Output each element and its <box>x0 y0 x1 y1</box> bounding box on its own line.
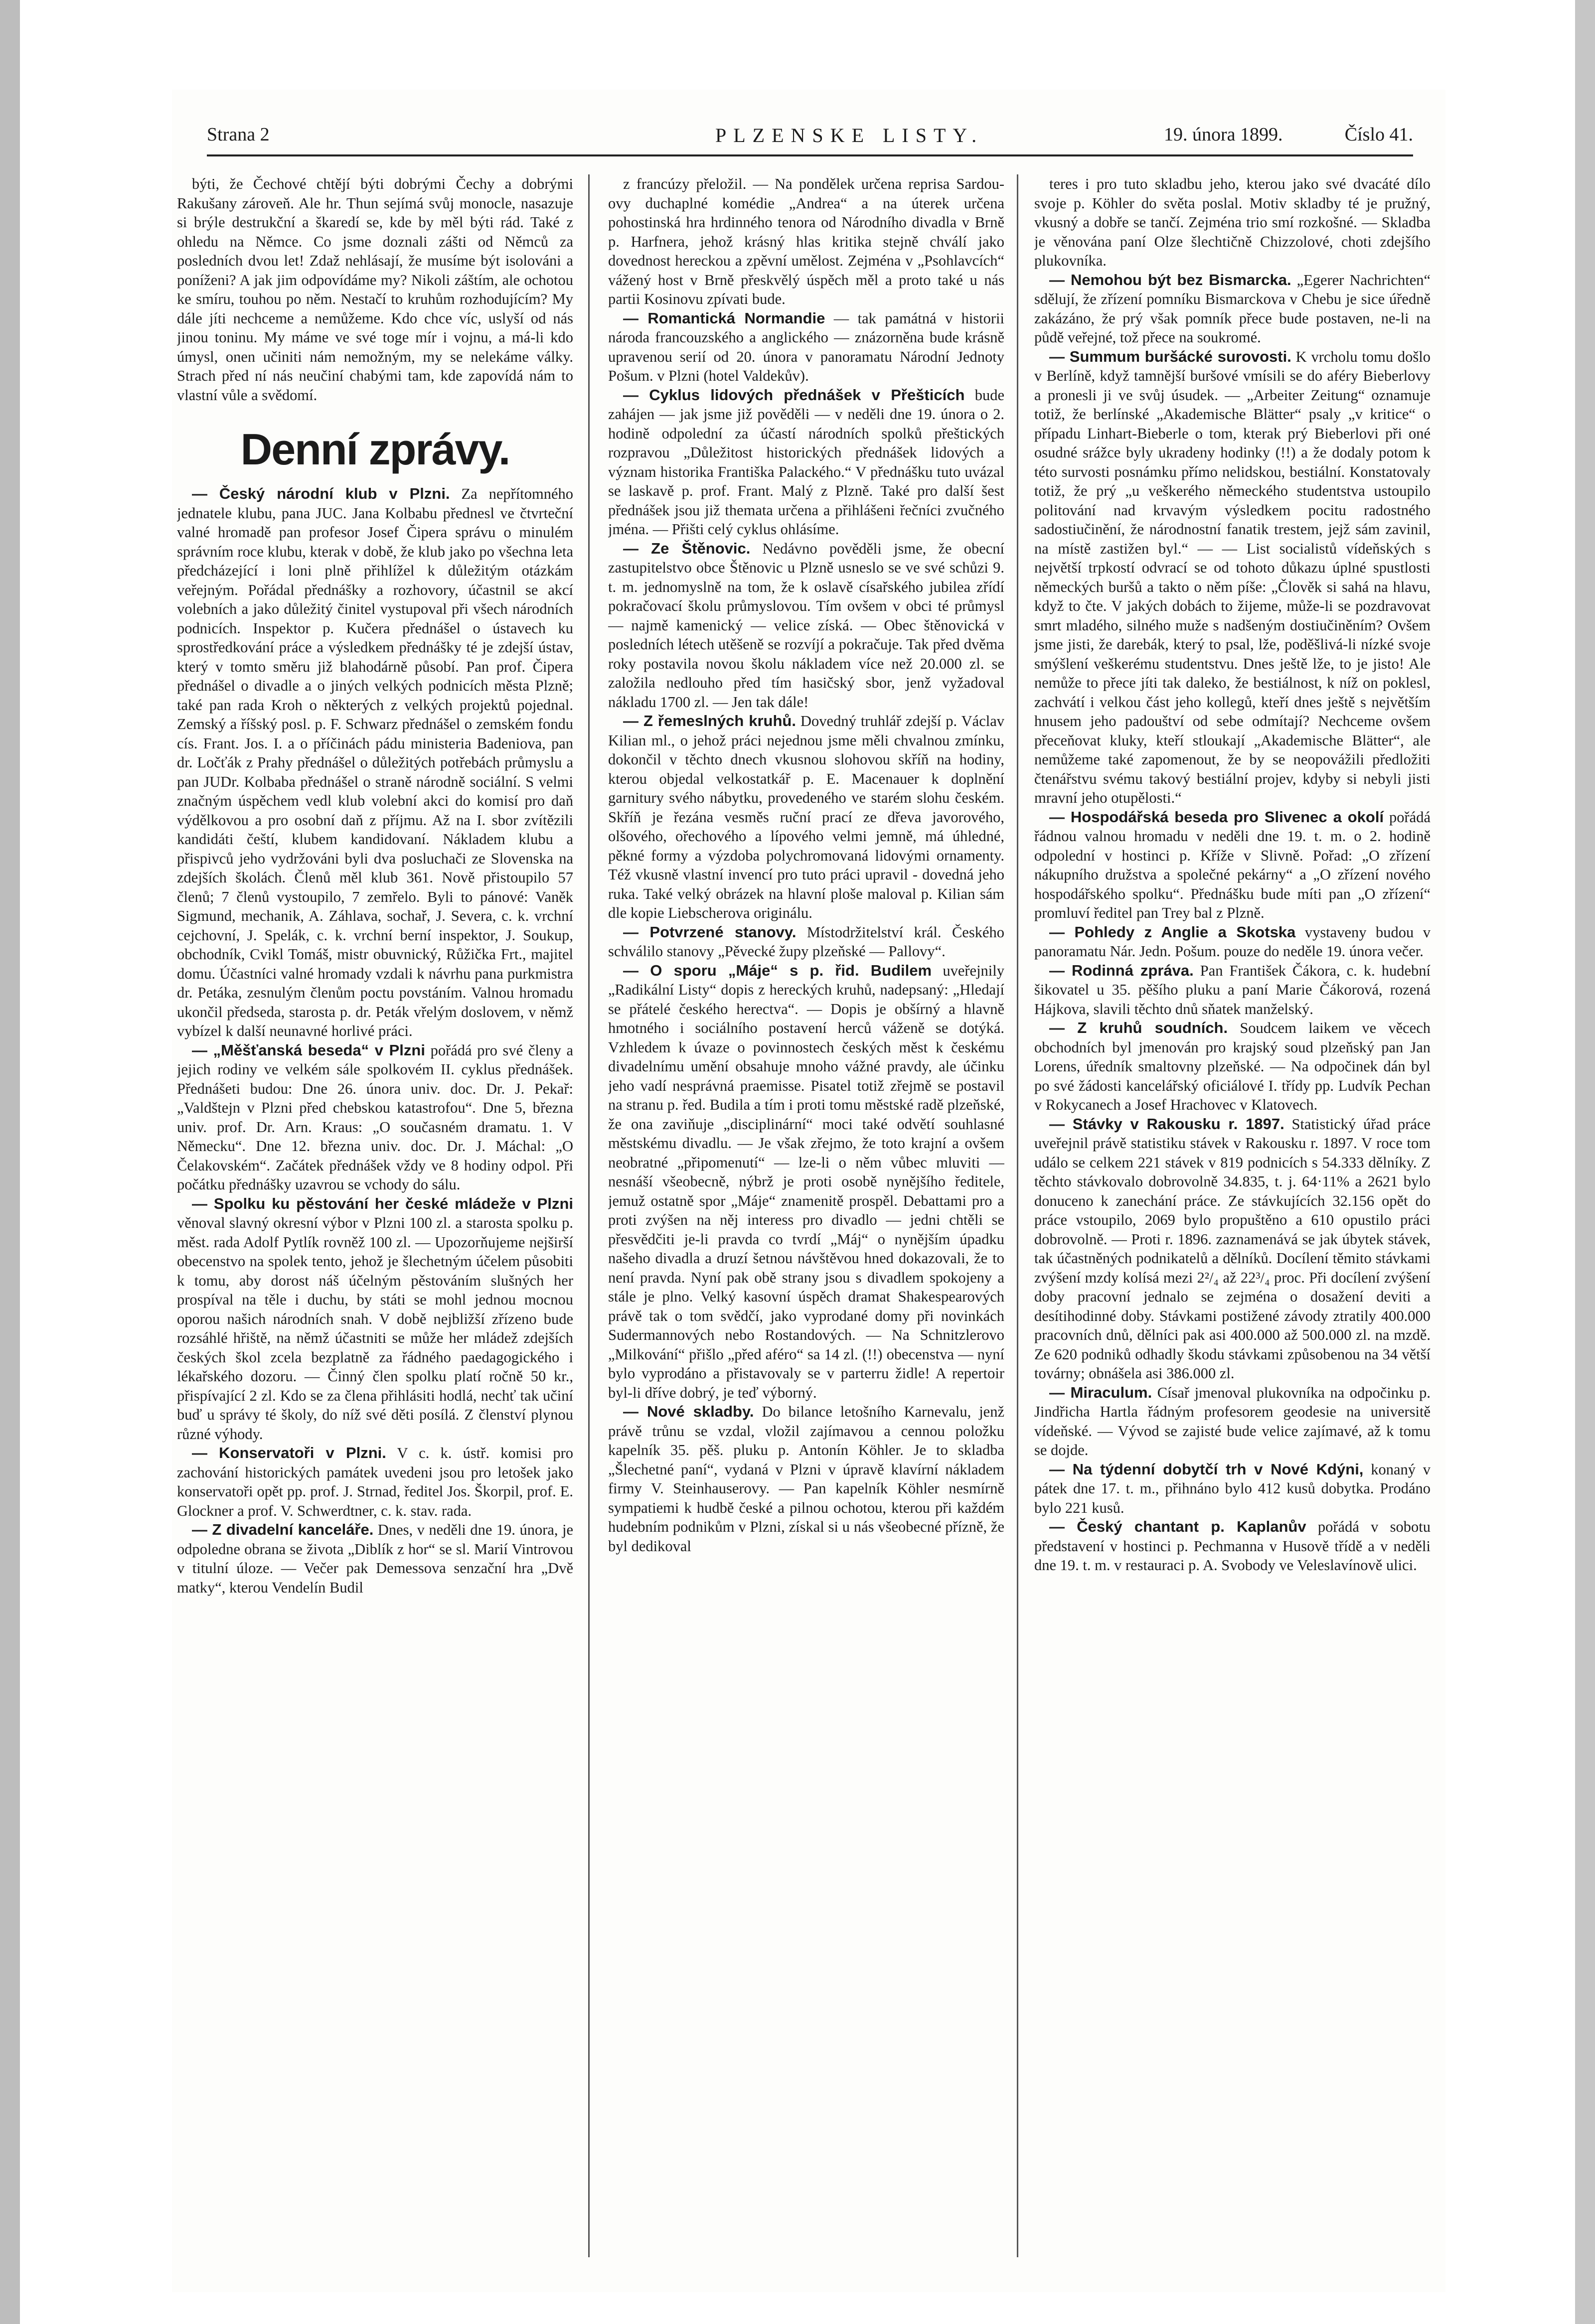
news-heading: — Nové skladby. <box>623 1403 754 1420</box>
news-body: Statistický úřad práce uveřejnil právě statistiku stávek v Rakousku r. 1897. V roce tom událo se celkem 221 stávek v 819 podnicích s 54.333 dělníky. Z těchto stávkovalo dobrovolně 34.835, t. j. 64·11% a 2621 bylo donuceno k zanechání práce. Ze stávkujících 32.156 opět do práce vstoupilo, 2069 bylo propuštěno a 610 opustilo práci dobrovolně. — Proti r. 1896. zaznamenává se jak úbytek stávek, tak účastněných podnikatelů a dělníků. Docílení těmito stávkami zvýšení mzdy kolísá mezi 2²/₄ až 22³/₄ proc. Při docílení zvýšení doby pracovní jednalo se zejména o dosažení deviti a desítihodinné doby. Stávkami postižené závody ztratily 400.000 pracovních dnů, dělníci pak asi 400.000 až 500.000 zl. na mzdě. Ze 620 podniků odhadly škodu stávkami způsobenou na 34 větší továrny; obnášela asi 386.000 zl. <box>1034 1115 1431 1382</box>
news-heading: — Z kruhů soudních. <box>1049 1019 1228 1036</box>
news-heading: — Potvrzené stanovy. <box>623 923 797 941</box>
page-label: Strana 2 <box>207 124 270 145</box>
news-item <box>1034 271 1431 347</box>
section-title: Denní zprávy. <box>240 425 510 474</box>
news-body: bude zahájen — jak jsme již pověděli — v neděli dne 19. února o 2. hodině odpolední za účastí národních spolků přeštických rozpravou „Důležitost historických přednášek lidových a význam historika Františka Palackého.“ V přednášku tuto uvázal se laskavě p. prof. Frant. Malý z Plzně. Také pro další šest přednášek jsou již themata určena a přihlášeni řečníci zvučného jména. — Přišti celý cyklus ohlásíme. <box>608 386 1004 538</box>
news-heading: — Summum buršácké surovosti. <box>1049 347 1291 365</box>
news-item <box>1034 1018 1431 1115</box>
news-item <box>608 1402 1004 1556</box>
news-heading: — Z divadelní kanceláře. <box>192 1521 374 1538</box>
news-body: Soudcem laikem ve věcech obchodních byl jmenován pro krajský soud plzeňský pan Jan Lorens, úředník smaltovny plzeňské. — Na odpočinek dán byl po své žádosti kancelářský oficiálové I. třídy pp. Ludvík Pechan v Rokycanech a Josef Hrachovec v Klatovech. <box>1034 1019 1431 1113</box>
news-body: pořádá pro své členy a jejich rodiny ve velkém sále spolkovém II. cyklus přednášek. Přednášeti budou: Dne 26. února univ. doc. Dr. J. Pekař: „Valdštejn v Plzni před chebskou katastrofou“. Dne 5, března univ. prof. Dr. Arn. Kraus: „O současném dramatu. 1. V Německu“. Dne 12. března univ. doc. Dr. J. Máchal: „O Čelakovském“. Začátek přednášek vždy ve 8 hodiny odpol. Při počátku přednášky uzavrou se vchody do sálu. <box>177 1041 573 1193</box>
news-item <box>608 386 1004 539</box>
news-item <box>177 484 573 1041</box>
news-heading: — Romantická Normandie <box>623 309 825 327</box>
issue-number: Číslo 41. <box>1344 124 1413 145</box>
news-heading: — Nemohou být bez Bismarcka. <box>1049 271 1291 289</box>
news-body: Pan František Čákora, c. k. hudební šikovatel u 35. pěšího pluku a paní Marie Čákorová, rozená Hájkova, slavili těchto dnů sňatek manželský. <box>1034 962 1431 1017</box>
news-heading: — Český chantant p. Kaplanův <box>1049 1518 1306 1535</box>
news-body: pořádá řádnou valnou hromadu v neděli dne 19. t. m. o 2. hodině odpolední v hostinci p. Kříže v Slivně. Pořad: „O zřízení nákupního družstva a společné pekárny“ a „O zřízení nového hospodářského spolku“. Přednášku bude míti pan „O zřízení“ promluví ředitel pan Trey bal z Plzně. <box>1034 808 1431 921</box>
news-body: Dovedný truhlář zdejší p. Václav Kilian ml., o jehož práci nejednou jsme měli chvalnou zmínku, dokončil v těchto dnech vkusnou slohovou skříň na hodiny, kterou objedal velkostatkář p. E. Macenauer k doplnění garnitury svého nábytku, provedeného ve starém slohu českém. Skříň je řezána vesměs ruční prací ze dřeva javorového, olšového, ořechového a lípového velmi jemně, má úhledné, pěkné formy a výzdoba polychromovaná lidovými ornamenty. Též vkusně vlastní invencí pro tuto práci upravil - dovedná jeho ruka. Také velký obrázek na hlavní ploše maloval p. Kilian sám dle kopie Liebscherova originálu. <box>608 713 1004 921</box>
news-body: Do bilance letošního Karnevalu, jenž právě trůnu se vzdal, vložil zajímavou a cennou položku kapelník 35. pěš. pluku p. Antonín Köhler. Je to skladba „Šlechetné paní“, vydaná v Plzni v úpravě klavírní nákladem firmy V. Steinhauserovy. — Pan kapelník Köhler nesmírně sympatiemi k hudbě české a pilnou ochotou, kterou při každém hudebním podnikům v Plzni, získal si u nás všeobecné přízně, že byl dedikoval <box>608 1403 1004 1555</box>
news-item <box>608 923 1004 961</box>
news-heading: — Z řemeslných kruhů. <box>623 712 796 729</box>
news-heading: — Cyklus lidových přednášek v Přešticích <box>623 386 965 404</box>
news-item <box>608 309 1004 386</box>
news-item <box>1034 808 1431 923</box>
news-body: K vrcholu tomu došlo v Berlíně, když tamnější buršové vmísili se do aféry Bieberlovy a pronesli ji ve svůj úsudek. — „Arbeiter Zeitung“ oznamuje totiž, že berlínské „Akademische Blätter“ psaly „v kritice“ o případu Linhart-Bieberle o tom, kterak prý Bieberlovi při oné osudné srážce byly ukradeny hodinky (!!) a že dodaly potom k této survosti posnámku přímo nelidskou, bestiální. Konstatovaly totiž, že prý „u veškerého německého studentstva ustoupilo politování nad krvavým výsledkem pocitu radostného sadostiučinění, že národnostní fanatik trestem, jejž sám zavinil, na místě zastižen byl.“ — — List socialistů vídeňských s největší trpkostí odvrací se od tohoto důkazu úplné spustlosti německých buršů a takto o něm píše: „Člověk si sahá na hlavu, když to čte. V jakých dobách to žijeme, může-li se pozdravovat smrt mladého, silného muže s nadšeným dostiučiněním? Ovšem jsme jisti, že darebák, který to psal, lže, poděšlivá-li nízké svoje smýšlení veškerému studentstvu. Dnes ještě lže, to je jisto! Ale nemůže to přece jíti tak daleko, že bestiálnost, k níž on poklesl, zachvátí i velkou část jeho kollegů, kteří dnes ještě s největším hnusem jeho padouštví od sebe odmítají? Nechceme ovšem přeceňovat kluky, kteří stloukají „Akademische Blätter“, ale nemůžeme také zapomenout, že by se neopovážili předložiti čtenářstvu svému takový bestiální projev, kdyby si nebyli jisti mravní jeho otupělosti.“ <box>1034 348 1431 806</box>
news-item <box>177 1194 573 1444</box>
news-item: teres i pro tuto skladbu jeho, kterou jako své dvacáté dílo svoje p. Köhler do světa poslal. Motiv skladby té je pružný, vkusný a dobře se tančí. Zejména trio smí rozkošné. — Skladba je věnována paní Olze šlechtičně Chizzolové, choti zdejšího plukovníka. <box>1034 175 1431 269</box>
column-2 <box>608 174 1004 2257</box>
news-heading: — „Měšťanská beseda“ v Plzni <box>192 1041 425 1059</box>
news-item <box>1034 1383 1431 1460</box>
news-body: Dnes, v neděli dne 19. února, je odpoledne obrana se života „Diblík z hor“ se sl. Marií Vintrovou v titulní úloze. — Večer pak Demessova senzační hra „Dvě matky“, kterou Vendelín Budil <box>177 1521 573 1596</box>
news-body: Císař jmenoval plukovníka na odpočinku p. Jindřicha Hartla řádným profesorem geodesie na universitě vídeňské. — Vývod se zajisté bude velice zajímavé, až k tomu se dojde. <box>1034 1384 1431 1458</box>
column-3 <box>1034 174 1431 2257</box>
news-body: V c. k. ústř. komisi pro zachování historických památek uvedeni jsou pro letošek jako konservatoři opět pp. prof. J. Strnad, ředitel Jos. Škorpil, prof. E. Glockner a prof. V. Schwerdtner, c. k. stav. rada. <box>177 1445 573 1519</box>
masthead-title: PLZENSKE LISTY. <box>715 124 984 146</box>
news-item <box>608 712 1004 923</box>
news-heading: — Ze Štěnovic. <box>623 539 751 557</box>
column-1 <box>177 174 573 2257</box>
newspaper-page <box>172 90 1445 2292</box>
column-divider <box>588 174 590 2257</box>
news-heading: — Hospodářská beseda pro Slivenec a okolí <box>1049 808 1384 826</box>
news-item <box>1034 923 1431 961</box>
scan-edge-left <box>0 0 20 2324</box>
news-body: Nedávno pověděli jsme, že obecní zastupitelstvo obce Štěnovic u Plzně usneslo se ve své schůzi 9. t. m. jednomyslně na tom, že k oslavě císařského jubilea zřídí pokračovací školu průmyslovou. Tím ovšem v obci té průmysl — najmě kamenický — velice získá. — Obec štěnovická v posledních létech utěšeně se rozvíjí a pokračuje. Tak před dvěma roky postavila novou školu nákladem více než 20.000 zl. se založila nedlouho před tím hasičský sbor, jenž vyžadoval nákladu 1700 zl. — Jen tak dále! <box>608 540 1004 711</box>
page-header <box>207 120 1413 156</box>
column-divider <box>1017 174 1018 2257</box>
news-body: „Egerer Nachrichten“ sdělují, že zřízení pomníku Bismarckova v Chebu je sice úředně zakázáno, že prý však pomník přece bude postaven, ne-li na půdě veřejné, tož přece na soukromé. <box>1034 271 1431 346</box>
news-body: Za nepřítomného jednatele klubu, pana JUC. Jana Kolbabu přednesl ve čtvrteční valné hromadě pan profesor Josef Čipera správu o minulém správním roce klubu, kterak v době, že klub jako po všechna leta předcházející i loni plně přihlížel k důležitým otázkám veřejným. Pořádal přednášky a rozhovory, účastnil se akcí volebních a jako důležitý činitel vystupoval při všech národních podnicích. Inspektor p. Kučera přednášel o ústavech ku sprostředkování práce a výsledkem přednášky té je zdejší ústav, který v tomto směru již blahodárně působí. Pan prof. Čipera přednášel o divadle a o jiných velkých podnicích města Plzně; také pan rada Kroh o některých z velkých projektů pojednal. Zemský a říšský posl. p. F. Schwarz přednášel o zemském fondu cís. Frant. Jos. I. a o příčinách pádu ministeria Badeniova, pan dr. Ločťák z Prahy přednášel o důležitých potřebách průmyslu a pan JUDr. Kolbaba přednášel o straně národně sociální. S velmi značným úspěchem vedl klub volební akci do komisí pro daň výdělkovou a pro osobní daň z příjmu. Až na I. sbor zvítězili kandidáti čeští, klubem kandidovaní. Nákladem klubu a přispivců jeho vydržováni byli dva posluchači ze Slovenska na zdejších školách. Členů měl klub 361. Nově přistoupilo 57 členů; 7 členů vystoupilo, 7 zemřelo. Byli to pánové: Vaněk Sigmund, mechanik, A. Záhlava, sochař, J. Severa, c. k. vrchní cejchovní, J. Spelák, c. k. vrchní berní inspektor, J. Soukup, obchodník, Cvikl Tomáš, mistr obuvnický, Růžička Frt., majitel domu. Účastníci valné hromady vzdali k návrhu pana purkmistra dr. Petáka, zesnulým členům poctu povstáním. Valnou hromadu ukončil předseda, starosta p. dr. Peták vřelým doslovem, v němž vybízel k další neunavné horlivé práci. <box>177 485 573 1039</box>
news-item <box>177 1520 573 1597</box>
issue-date: 19. února 1899. <box>1164 124 1283 145</box>
news-item <box>1034 1115 1431 1383</box>
news-heading: — Český národní klub v Plzni. <box>192 485 450 502</box>
news-item <box>177 1444 573 1520</box>
news-item <box>1034 1460 1431 1518</box>
news-body: pořádá v sobotu představení v hostinci p. Pechmanna v Husově třídě a v neděli dne 19. t. m. v restauraci p. A. Svobody ve Veleslavínově ulici. <box>1034 1518 1431 1574</box>
news-item <box>1034 1517 1431 1575</box>
news-body: věnoval slavný okresní výbor v Plzni 100 zl. a starosta spolku p. měst. rada Adolf Pytlík rovněž 100 zl. — Upozorňujeme nejširší obecenstvo na spolek tento, jehož je šlechetným účelem působiti k tomu, aby dorost náš účelným pěstováním slušných her prospíval na těle i duchu, by státi se mohl jednou mocnou oporou našich národních snah. V době nejbližší zřízeno bude rozsáhlé hřiště, na němž účastniti se může her mládež zdejších českých škol zcela bezplatně za řádného paedagogického i lékařského dozoru. — Činný člen spolku platí ročně 50 kr., přispívající 2 zl. Kdo se za člena přihlásiti hodlá, nechť tak učiní buď u správy té školy, do níž své děti posílá. Z členství plynou různé výhody. <box>177 1214 573 1443</box>
news-body: uveřejnily „Radikální Listy“ dopis z hereckých kruhů, nadepsaný: „Hledají se přátelé českého herectva“. — Dopis je obšírný a hlavně hmotného i sociálního postavení herců váženě se dotýká. Vzhledem k úvaze o povinnostech českých měst k českému divadelnímu umění obsahuje mnoho vážné pravdy, ale účinku jeho vadí nesprávná praemisse. Pisatel totiž zřejmě se postavil na stranu p. řed. Budila a tím i proti tomu městské radě plzeňské, že ona zaviňuje „disciplinární“ moci také odvětí souhlasné městskému divadlu. — Je však zřejmo, že toto krajní a ovšem neobratné „připomenutí“ — lze-li o něm vůbec mluviti — nesnáší všeobecně, nýbrž je proti osobě nynějšího ředitele, jemuž ostatně spor „Máje“ znamenitě prospěl. Debattami pro a proti zvýšen na něj interess pro divadlo — jedni chtěli se přesvědčiti je-li pravda co tvrdí „Máj“ o nynějším úpadku našeho divadla a druzí šetnou návštěvou hned dokazovali, že to není pravda. Nyní pak obě strany jsou s divadlem spokojeny a stále je plno. Velký kasovní úspěch dramat Shakespearových právě tak o tom svědčí, jako vyprodané domy při novinkách Sudermannových nebo Rostandových. — Na Schnitzlerovo „Milkování“ přišlo „před aféro“ sa 14 zl. (!!) obecenstva — nyní bylo vyprodáno a přistavovaly se v parterru židle! A repertoir byl-li dříve dobrý, je teď výborný. <box>608 962 1004 1401</box>
news-heading: — Miraculum. <box>1049 1383 1152 1401</box>
news-heading: — Spolku ku pěstování her české mládeže v Plzni <box>192 1194 573 1212</box>
news-heading: — Konservatoři v Plzni. <box>192 1444 386 1461</box>
news-item <box>177 1041 573 1194</box>
news-item: z francúzy přeložil. — Na pondělek určena reprisa Sardou-ovy duchaplné komédie „Andrea“ a na úterek určena pohostinská hra hrdinného tenora od Národního divadla v Brně p. Harfnera, jehož krásný hlas kritika stejně chválí jako dovednost hereckou a zpěvní umělost. Zejména v „Psohlavcích“ vážený host v Brně přeskvělý úspěch měl a proto také u nás partii Kosinovu zpívati bude. <box>608 175 1004 307</box>
news-heading: — Stávky v Rakousku r. 1897. <box>1049 1115 1284 1133</box>
news-item <box>608 961 1004 1403</box>
news-heading: — O sporu „Máje“ s p. řid. Budilem <box>623 961 932 979</box>
article-intro: býti, že Čechové chtějí býti dobrými Čechy a dobrými Rakušany zároveň. Ale hr. Thun sejímá svůj monocle, nasazuje si brýle destrukční a škaredí se, kde by měl býti rád. Také z ohledu na Němce. Co jsme doznali zášti od Němců za posledních dvou let! Zdaž nehlásají, že musíme být isolováni a poníženi? A jak jim odpovídáme my? Nikoli záštím, ale ochotou ke smíru, touhou po něm. Nestačí to kruhům rozhodujícím? My dále jíti nechceme a nemůžeme. Kdo chce víc, uslyší od nás jinou toninu. My máme ve své toge mír i vojnu, a má-li kdo úmysl, onen učiniti nám nemožným, my se nelekáme války. Strach před ní nás neučiní chabými tam, kde zapovídá nám to vlastní vůle a svědomí. <box>177 175 573 404</box>
news-body: — tak památná v historii národa francouzského a anglického — znázorněna bude krásně upravenou serií od 20. února v panoramatu Národní Jednoty Pošum. v Plzni (hotel Valdekův). <box>608 309 1004 384</box>
news-heading: — Rodinná zpráva. <box>1049 961 1194 979</box>
news-item <box>608 539 1004 712</box>
news-heading: — Na týdenní dobytčí trh v Nové Kdýni, <box>1049 1460 1364 1478</box>
scan-edge-right <box>1575 0 1595 2324</box>
news-item <box>1034 961 1431 1019</box>
news-heading: — Pohledy z Anglie a Skotska <box>1049 923 1296 941</box>
news-body: konaný v pátek dne 17. t. m., přihnáno bylo 412 kusů dobytka. Prodáno bylo 221 kusů. <box>1034 1460 1431 1516</box>
news-body: Místodržitelství král. Českého schválilo stanovy „Pěvecké župy plzeňské — Pallovy“. <box>608 923 1004 960</box>
news-body: vystaveny budou v panoramatu Nár. Jedn. Pošum. pouze do neděle 19. února večer. <box>1034 923 1431 960</box>
news-item <box>1034 347 1431 808</box>
